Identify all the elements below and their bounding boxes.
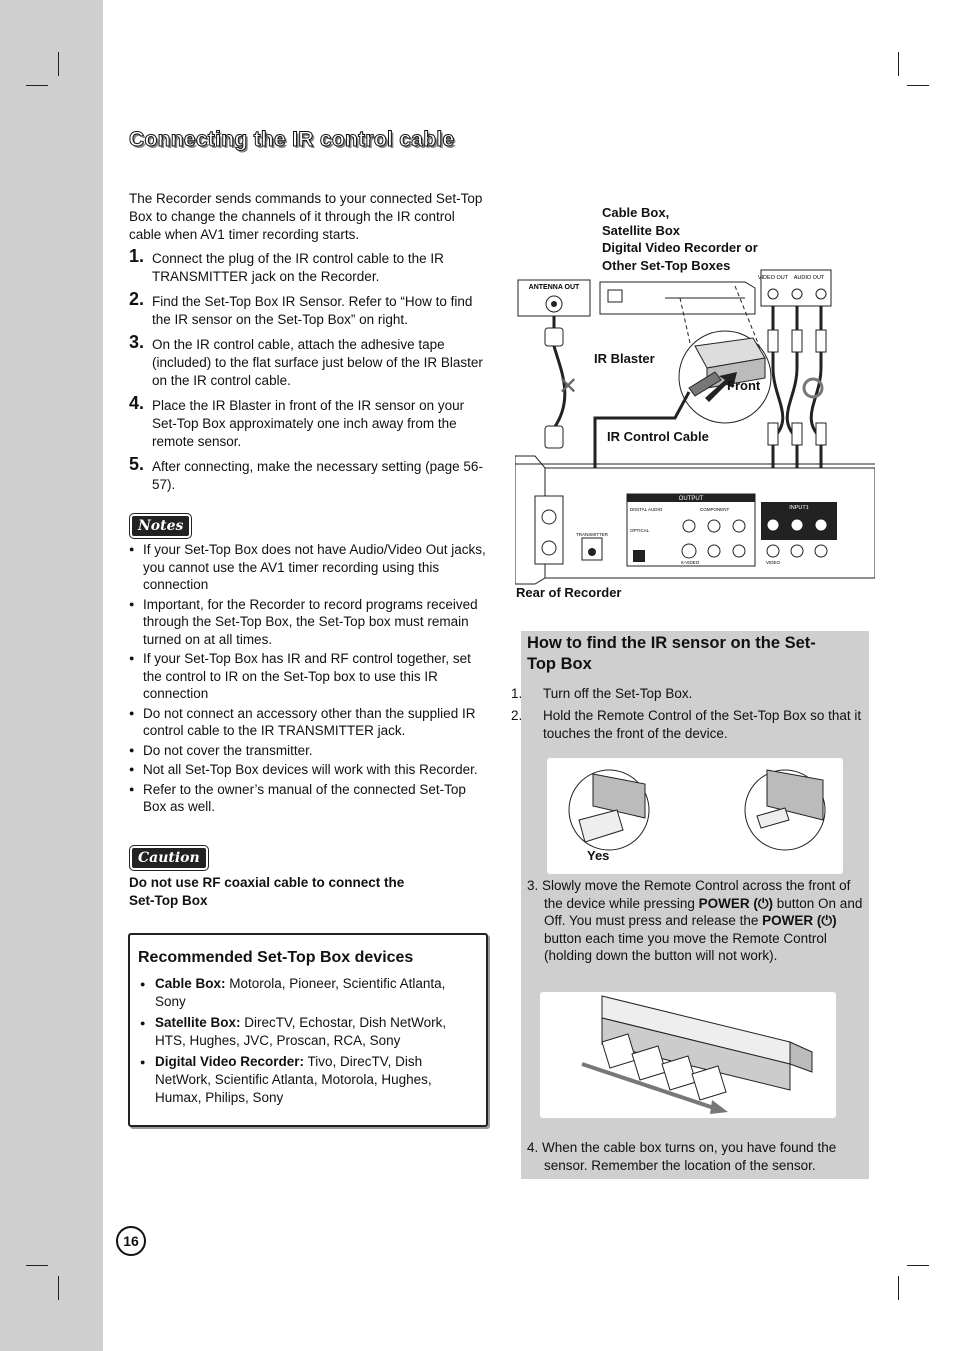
note-item: ● If your Set-Top Box does not have Audio/Video Out jacks, you cannot use the AV1 timer recording using this connection	[129, 541, 489, 594]
power-label: POWER (⏻)	[698, 895, 774, 911]
remote-sweep-figure	[540, 992, 836, 1118]
antenna-out-label: ANTENNA OUT	[528, 284, 580, 291]
transmitter-label: TRANSMITTER	[576, 532, 608, 537]
howto-step-number: 1.	[511, 686, 523, 701]
recommended-heading: Recommended Set-Top Box devices	[138, 949, 414, 966]
video-out-label: VIDEO OUT	[757, 275, 789, 281]
page-number: 16	[116, 1226, 146, 1256]
ir-blaster-label: IR Blaster	[594, 351, 655, 366]
step-number: 4.	[129, 393, 145, 413]
recommended-item-text: Tivo, DirecTV, Dish NetWork, Scientific Atlanta, Motorola, Hughes, Humax, Philips, Sony	[155, 1054, 432, 1105]
howto-step	[511, 707, 863, 742]
set-top-box-label-line: Other Set-Top Boxes	[602, 257, 731, 273]
howto-step	[527, 1139, 863, 1174]
howto-step-text: 4. When the cable box turns on, you have found the sensor. Remember the location of the sensor.	[527, 1140, 837, 1173]
input-label: INPUT1	[789, 505, 809, 511]
set-top-box-label-line: Digital Video Recorder or	[602, 240, 758, 255]
set-top-box-label-line: Satellite Box	[602, 222, 681, 238]
caution-text	[129, 874, 469, 910]
note-item: ● Important, for the Recorder to record programs received through the Set-Top Box, the Set-Top box must remain turned on at all times.	[129, 596, 489, 649]
note-item: ● Do not cover the transmitter.	[129, 742, 489, 760]
crop-mark	[26, 85, 48, 86]
step-item	[129, 289, 489, 329]
caution-badge: Caution	[130, 846, 208, 870]
optical-label: OPTICAL	[630, 528, 650, 533]
notes-list	[129, 541, 489, 818]
step-item	[129, 454, 489, 494]
howto-step-text: button each time you move the Remote Control (holding down the button will not work).	[544, 930, 827, 963]
digital-audio-label: DIGITAL AUDIO	[630, 507, 663, 512]
remote-position-illustration	[547, 758, 843, 874]
svg-text:✕: ✕	[557, 372, 579, 400]
howto-step-number: 2.	[511, 708, 523, 723]
recommended-item	[140, 1014, 473, 1050]
step-item	[129, 246, 489, 286]
crop-mark	[26, 1265, 48, 1266]
component-label: COMPONENT	[700, 507, 730, 512]
audio-out-label: AUDIO OUT	[793, 275, 825, 281]
recommended-item-text: Motorola, Pioneer, Scientific Atlanta, Sony	[155, 976, 446, 1009]
remote-sweep-illustration	[540, 992, 836, 1118]
howto-heading: How to find the IR sensor on the Set-Top Box	[527, 634, 816, 673]
caution-line: Set-Top Box	[129, 893, 208, 908]
crop-mark	[907, 85, 929, 86]
howto-panel	[511, 631, 869, 1179]
recommended-item-label: Satellite Box:	[155, 1015, 241, 1030]
set-top-box-label	[602, 204, 758, 274]
step-number: 5.	[129, 454, 145, 474]
set-top-box-label-line: Cable Box,	[602, 205, 670, 220]
step-number: 1.	[129, 246, 145, 266]
rear-of-recorder-label: Rear of Recorder	[516, 585, 622, 600]
recommended-devices-box	[128, 933, 488, 1127]
step-text: Find the Set-Top Box IR Sensor. Refer to “How to find the IR sensor on the Set-Top Box” on right.	[152, 294, 473, 327]
page-margin-band	[0, 0, 103, 1351]
howto-step-text: Hold the Remote Control of the Set-Top Box so that it touches the front of the device.	[543, 708, 862, 741]
note-item: ● Do not connect an accessory other than the supplied IR control cable to the IR TRANSMITTER jack.	[129, 705, 489, 740]
howto-step-text: 3. Slowly move the Remote Control across the front of the device while pressing	[527, 878, 851, 911]
steps-list	[129, 246, 489, 501]
crop-mark	[898, 1276, 899, 1300]
step-item	[129, 393, 489, 451]
recommended-list	[130, 975, 486, 1107]
output-label: OUTPUT	[678, 496, 704, 502]
note-item: ● If your Set-Top Box has IR and RF control together, set the control to IR on the Set-Top box to use this IR connection	[129, 650, 489, 703]
step-text: Place the IR Blaster in front of the IR sensor on your Set-Top Box approximately one inch away from the remote sensor.	[152, 398, 465, 449]
page-title: Connecting the IR control cable	[129, 128, 455, 151]
howto-step-text: Turn off the Set-Top Box.	[543, 686, 693, 701]
note-item: ● Refer to the owner’s manual of the connected Set-Top Box as well.	[129, 781, 489, 816]
step-number: 2.	[129, 289, 145, 309]
step-number: 3.	[129, 332, 145, 352]
power-label: POWER (⏻)	[762, 913, 837, 928]
intro-paragraph: The Recorder sends commands to your connected Set-Top Box to change the channels of it through the IR control cable when AV1 timer recording starts.	[129, 191, 483, 242]
step-item	[129, 332, 489, 390]
crop-mark	[907, 1265, 929, 1266]
recommended-item	[140, 975, 473, 1011]
howto-step	[511, 685, 863, 703]
yes-label: Yes	[587, 848, 610, 863]
caution-line: Do not use RF coaxial cable to connect the	[129, 875, 405, 890]
crop-mark	[58, 52, 59, 76]
howto-step-text: button On and Off. You must press and release the	[544, 895, 863, 928]
recommended-item-text: DirecTV, Echostar, Dish NetWork, HTS, Hughes, JVC, Proscan, RCA, Sony	[155, 1015, 447, 1048]
video-in-label: VIDEO	[765, 560, 781, 565]
recommended-item-label: Digital Video Recorder:	[155, 1054, 305, 1069]
step-text: After connecting, make the necessary setting (page 56-57).	[152, 459, 483, 492]
note-item: ● Not all Set-Top Box devices will work with this Recorder.	[129, 761, 489, 779]
notes-badge: Notes	[130, 514, 191, 538]
step-text: On the IR control cable, attach the adhesive tape (included) to the flat surface just below of the IR Blaster on the IR control cable.	[152, 337, 483, 388]
front-label: Front	[727, 378, 761, 393]
crop-mark	[58, 1276, 59, 1300]
ir-control-cable-label: IR Control Cable	[607, 429, 709, 444]
step-text: Connect the plug of the IR control cable to the IR TRANSMITTER jack on the Recorder.	[152, 251, 444, 284]
recommended-item-label: Cable Box:	[155, 976, 226, 991]
recommended-item	[140, 1053, 473, 1107]
crop-mark	[898, 52, 899, 76]
s-video-label: S-VIDEO	[680, 560, 700, 565]
howto-step	[527, 877, 863, 965]
